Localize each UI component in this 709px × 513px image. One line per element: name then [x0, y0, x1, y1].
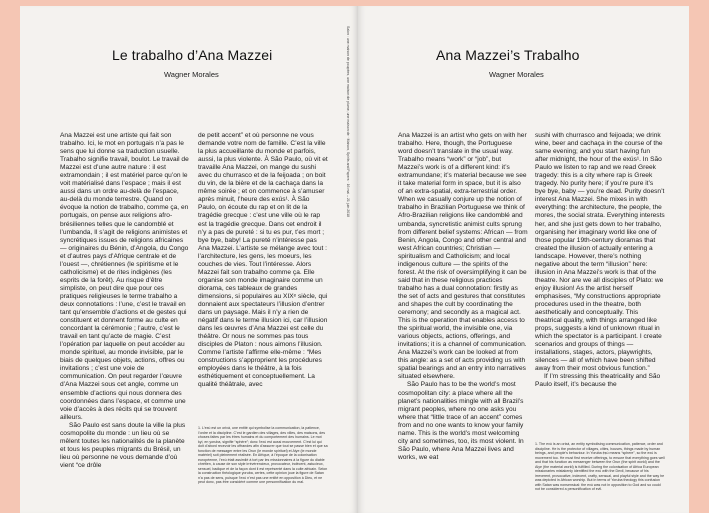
paragraph: de petit accent” et où personne ne vous demande votre nom de famille. C’est la ville la plus accueillante du monde et parfois, aussi, la plus violente. À São Paulo, où vit et travaille Ana Mazzei, on mange du sushi avec du churrasco et de la feijoada ; on boit du vin, de la bière et de la cachaça dans la même soirée ; et on commence à s’amuser après minuit, l’heure des exús¹. À São Paulo, on écoute du rap et on lit de la tragédie grecque : c’est une ville où le rap est la tragédie grecque. Dans cet endroit il n’y a pas de pureté : si tu es pur, t’es mort ; bye bye, baby! La pureté n’intéresse pas Ana Mazzei. L’artiste se mélange avec tout : l’architecture, les gens, les moeurs, les couches de vies. Tout l’intéresse. Alors Mazzei fait son trabalho comme ça. Elle organise son monde imaginaire comme un diorama, ces tableaux de grandes dimensions, si populaires au XIXᵉ siècle, qui donnaient aux spectateurs l’illusion d’entrer dans un paysage. Mais il n’y a rien de négatif dans le terme illusion ici, car l’illusion dans les œuvres d’Ana Mazzei est celle du théâtre. Or nous ne sommes pas tous disciples de Platon : nous aimons l’illusion. Comme l’artiste l’affirme elle-même : “Mes constructions s’approprient les procédures employées dans le théâtre, à la fois esthétiquement et conceptuellement. La qualité théâtrale, avec [198, 132, 328, 389]
left-page [20, 6, 358, 513]
author-name: Wagner Morales [489, 70, 544, 79]
spine-caption: Salon : une maison de poupées, une maison de plume, une maison de · Maison, Spirits and Papers · 16 mai – 21 juin 2018 [346, 26, 350, 218]
text-column-2 [198, 132, 328, 390]
paragraph: If I’m stressing this theatricality and São Paulo itself, it’s because the [535, 373, 661, 389]
page-title: Ana Mazzei’s Trabalho [436, 47, 580, 63]
paragraph: Ana Mazzei est une artiste qui fait son trabalho. Ici, le mot en portugais n’a pas le sens que lui donne sa traduction usuelle. Trabalho signifie travail, boulot. Le travail de Mazzei est d’une autre nature : il est extramondain ; il est matériel parce qu’on le voit matérialisé dans l’espace ; mais il est aussi dans un ordre au-delà de l’espace, au-delà du monde terrestre. Quand on évoque la notion de trabalho, comme ça, en portugais, on pense aux religions afro-brésiliennes telles que le candomblé et l’umbanda, Il s’agit de religions animistes et syncrétiques issues de religions africaines — originaires du Bénin, d’Angola, du Congo et d’autres pays d’Afrique centrale et de l’ouest —, chrétiennes (le spiritisme et le catholicisme) et de rites indigènes (les esprits de la forêt). Au risque d’être simpliste, on peut dire que pour ces pratiques religieuses le terme trabalho a deux connotations : l’une, c’est le travail en tant qu’ensemble d’actions et de gestes qui constituent et donnent forme au culte en concordant la cérémonie ; l’autre, c’est le travail en tant qu’acte de magie. C’est l’opération par laquelle on peut accéder au monde spirituel, au monde invisible, par le biais de quelques objets, actions, offres ou invitations ; c’est une voie de communication. On peut regarder l’œuvre d’Ana Mazzei sous cet angle, comme un ensemble d’actions qui nous donnera des coordonnées dans l’espace, et comme une voie d’accès à des récits qui se trouvent ailleurs. [60, 132, 189, 421]
footnote-text: 1. L’exú est un orixá, une entité qui symbolise la communication, la patience, l’ordre et la discipline. C’est le gardien des villages, des villes, des maisons, des choses faites par les êtres humains et du comportement des humains. Le mot kyi, en yoruba, signifie “sphère”; donc l’exú est aussi mouvement. C’est lui qui doit d’abord recevoir les offrandes afin d’assurer que tout se passe bien et que sa fonction de messager entre les Orun (le monde spirituel) et Aiye (le monde matériel) soit pleinement réalisée. En Afrique, à l’époque de la colonisation européenne, l’exú était assimilé à tort par les missionnaires à la figure du diable chrétien, à cause de son style irrévérencieux, provocateur, indécent, astucieux, sensuel, badique et de la façon dont il est représenté dans la culte africain. Selon la construction théologique yoruba, certes, cette opinion joue la figure de Satan n’a pas de sens, puisque l’exú n’est pas une entité en opposition à Dieu, et ne peut donc, pas être considéré comme une personnification du mal. [198, 426, 328, 484]
paragraph: Ana Mazzei is an artist who gets on with her trabalho. Here, though, the Portuguese word doesn’t translate in the usual way. Trabalho means “work” or “job”, but Mazzei’s work is of a different kind: it’s extramundane; it’s material because we see it take material form in space, but it is also of an extra-spatial, extra-terrestrial order. When we casually conjure up the notion of trabalho in Brazilian Portuguese we think of Afro-Brazilian religions like candomblé and umbanda, syncretistic animist cults sprung from different belief systems: African — from Benin, Angola, Congo and other central and west African countries; Christian — spiritualism and Catholicism; and local indigenous culture — the spirits of the forest. At the risk of oversimplifying it can be said that in these religious practices trabalho has a dual connotation: firstly as the set of acts and gestures that constitutes and shapes the cult by coordinating the ceremony; and secondly as a magical act. This is the operation that enables access to the spiritual world, the invisible one, via various objects, actions, offerings, and invitations; it is a channel of communication. Ana Mazzei’s work can be looked at from this angle: as a set of acts providing us with spatial bearings and an entry into narratives situated elsewhere. [398, 132, 528, 381]
text-column-1 [398, 132, 528, 462]
author-name: Wagner Morales [164, 70, 219, 79]
paragraph: São Paulo est sans doute la ville la plus cosmopolite du monde : un lieu où se mêlent toutes les nationalités de la planète et tous les peuples migrants du Brésil, un lieu où personne ne vous demande d’où vient “ce drôle [60, 421, 186, 469]
right-page [358, 6, 689, 513]
text-column-1 [60, 132, 190, 470]
footnote [535, 442, 665, 493]
page-title: Le trabalho d’Ana Mazzei [112, 47, 273, 63]
footnote [198, 426, 328, 486]
text-column-2 [535, 132, 665, 390]
footnote-text: 1. The exú is an orixá, an entity symbolising communication, patience, order and discipline. He is the protector of villages, cities, houses, things made by human beings, and people’s behaviour. In Yoruba ẹ̀ṣù means “sphere”, so the exú is movement too. He must first receive offerings, to ensure that everything goes well and that his function as messenger between the Orun (the spirit world) and the Aiye (the material world) is fulfilled. During the colonisation of Africa European missionaries mistakenly identified the exú with the Devil, because of his irreverent, provocative, indecent, crafty, sensual, and playful style and the way he was depicted in African worship. But in terms of Yoruba theology this confusion with Satan was nonsensical: the exú was not in opposition to God and so could not be considered a personification of evil. [535, 442, 665, 491]
paragraph: sushi with churrasco and feijoada; we drink wine, beer and cachaça in the course of the same evening; and you start having fun after midnight, the hour of the exús¹. In São Paulo we listen to rap and we read Greek tragedy: this is a city where rap is Greek tragedy. No purity here; if you’re pure it’s bye bye, baby — you’re dead. Purity doesn’t interest Ana Mazzei. She mixes in with everything: the architecture, the people, the mores, the social strata. Everything interests her, and she just gets down to her trabalho, organising her imaginary world like one of those popular 19th-century dioramas that created the illusion of actually entering a landscape. However, there’s nothing negative about the term “illusion” here: illusion in Ana Mazzei’s work is that of the theatre. Nor are we all disciples of Plato: we enjoy illusion! As the artist herself emphasises, “My constructions appropriate procedures used in the theatre, both aesthetically and conceptually. This theatrical quality, with things arranged like props, suggests a kind of unknown ritual in which the spectator is a participant. I create scenarios and groups of things — installations, stages, actors, playwrights, silences — all of which have been shifted away from their most obvious function.” [535, 132, 665, 373]
paragraph: São Paulo has to be the world’s most cosmopolitan city: a place where all the planet’s nationalities mingle with all Brazil’s migrant peoples, where no one asks you where that “little trace of an accent” comes from and no one wants to know your family name. This is the world’s most welcoming city and sometimes, too, its most violent. In São Paulo, where Ana Mazzei lives and works, we eat [398, 381, 524, 461]
